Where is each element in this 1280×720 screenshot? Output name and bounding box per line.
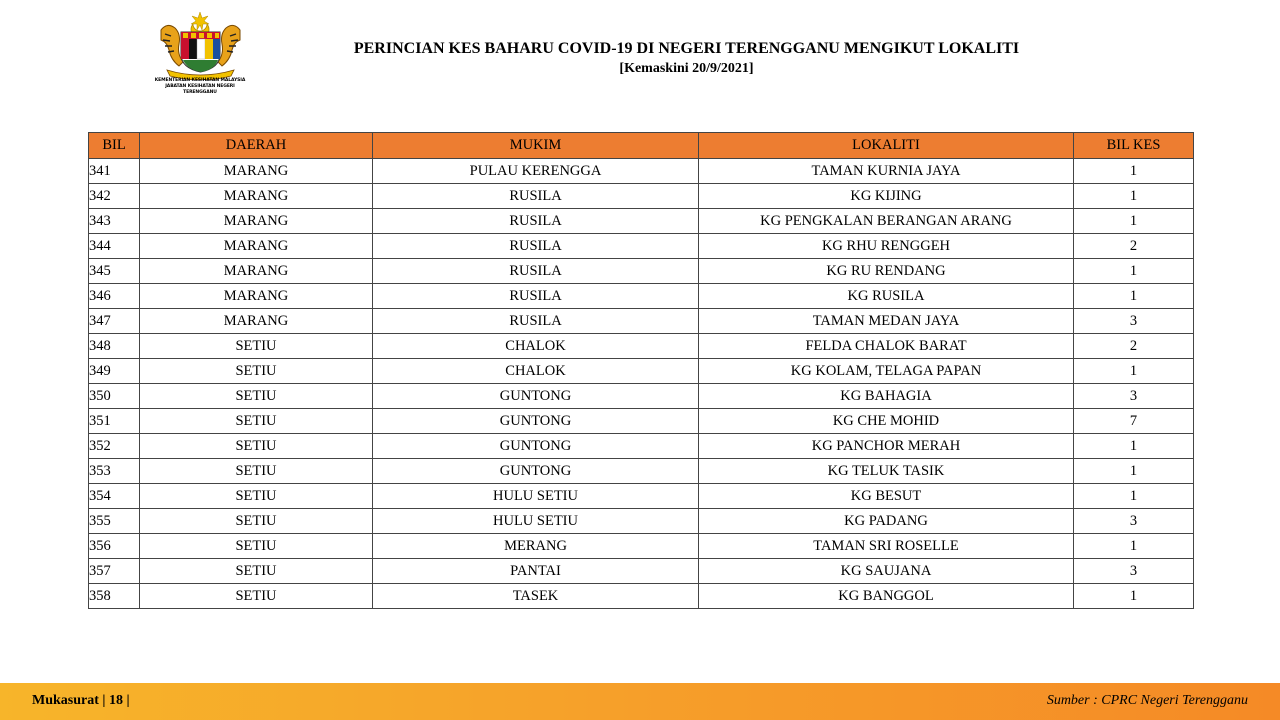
cell-bil-kes: 1: [1074, 459, 1194, 484]
logo-caption-department: JABATAN KESIHATAN NEGERI TERENGGANU: [165, 84, 235, 95]
cell-lokaliti: TAMAN SRI ROSELLE: [699, 534, 1074, 559]
cell-bil: 343: [89, 209, 140, 234]
cell-mukim: RUSILA: [373, 209, 699, 234]
footer-bar: [0, 683, 1280, 720]
cell-bil-kes: 1: [1074, 184, 1194, 209]
cell-bil-kes: 2: [1074, 334, 1194, 359]
cell-bil: 344: [89, 234, 140, 259]
cell-mukim: RUSILA: [373, 234, 699, 259]
cell-daerah: SETIU: [140, 359, 373, 384]
update-date: [Kemaskini 20/9/2021]: [619, 61, 754, 76]
column-header-lokaliti: LOKALITI: [699, 133, 1074, 159]
table-row: [89, 509, 1194, 534]
cell-lokaliti: KG PANCHOR MERAH: [699, 434, 1074, 459]
cell-mukim: CHALOK: [373, 334, 699, 359]
cell-mukim: HULU SETIU: [373, 484, 699, 509]
cell-bil: 348: [89, 334, 140, 359]
cell-lokaliti: KG RHU RENGGEH: [699, 234, 1074, 259]
cell-mukim: RUSILA: [373, 184, 699, 209]
cell-daerah: MARANG: [140, 259, 373, 284]
cell-mukim: HULU SETIU: [373, 509, 699, 534]
cases-table: [88, 132, 1194, 609]
cell-mukim: GUNTONG: [373, 459, 699, 484]
cell-bil-kes: 1: [1074, 159, 1194, 184]
table-header-row: [89, 133, 1194, 159]
cell-bil: 347: [89, 309, 140, 334]
cell-mukim: PANTAI: [373, 559, 699, 584]
cell-daerah: SETIU: [140, 459, 373, 484]
cell-daerah: MARANG: [140, 284, 373, 309]
table-row: [89, 409, 1194, 434]
cell-bil-kes: 1: [1074, 359, 1194, 384]
cell-bil: 354: [89, 484, 140, 509]
table-row: [89, 384, 1194, 409]
source-credit: Sumber : CPRC Negeri Terengganu: [1046, 693, 1248, 708]
cell-daerah: SETIU: [140, 409, 373, 434]
cell-bil: 345: [89, 259, 140, 284]
cell-mukim: TASEK: [373, 584, 699, 609]
table-row: [89, 484, 1194, 509]
cell-bil-kes: 1: [1074, 584, 1194, 609]
cell-lokaliti: TAMAN MEDAN JAYA: [699, 309, 1074, 334]
column-header-bil: BIL: [89, 133, 140, 159]
cell-bil-kes: 1: [1074, 484, 1194, 509]
cell-bil: 342: [89, 184, 140, 209]
cell-bil-kes: 2: [1074, 234, 1194, 259]
cell-bil-kes: 1: [1074, 259, 1194, 284]
cell-lokaliti: KG TELUK TASIK: [699, 459, 1074, 484]
cell-daerah: SETIU: [140, 334, 373, 359]
logo-caption: [150, 78, 250, 96]
cell-mukim: RUSILA: [373, 259, 699, 284]
cell-bil-kes: 3: [1074, 509, 1194, 534]
cell-bil-kes: 1: [1074, 209, 1194, 234]
cell-mukim: GUNTONG: [373, 384, 699, 409]
cell-lokaliti: KG BANGGOL: [699, 584, 1074, 609]
cell-daerah: MARANG: [140, 184, 373, 209]
cell-daerah: SETIU: [140, 559, 373, 584]
table-row: [89, 259, 1194, 284]
cell-daerah: SETIU: [140, 509, 373, 534]
cell-bil-kes: 3: [1074, 309, 1194, 334]
cell-bil-kes: 1: [1074, 434, 1194, 459]
cell-bil: 349: [89, 359, 140, 384]
cell-lokaliti: FELDA CHALOK BARAT: [699, 334, 1074, 359]
table-row: [89, 209, 1194, 234]
cell-bil: 356: [89, 534, 140, 559]
cell-bil: 353: [89, 459, 140, 484]
cell-mukim: CHALOK: [373, 359, 699, 384]
cell-daerah: SETIU: [140, 434, 373, 459]
cell-lokaliti: KG BAHAGIA: [699, 384, 1074, 409]
cell-bil: 341: [89, 159, 140, 184]
cell-daerah: SETIU: [140, 534, 373, 559]
cell-lokaliti: KG PENGKALAN BERANGAN ARANG: [699, 209, 1074, 234]
cell-daerah: SETIU: [140, 584, 373, 609]
table-row: [89, 559, 1194, 584]
cell-daerah: MARANG: [140, 234, 373, 259]
table-row: [89, 309, 1194, 334]
cell-lokaliti: KG SAUJANA: [699, 559, 1074, 584]
cell-bil-kes: 1: [1074, 284, 1194, 309]
table-row: [89, 434, 1194, 459]
table-row: [89, 234, 1194, 259]
cell-bil: 346: [89, 284, 140, 309]
cell-mukim: RUSILA: [373, 284, 699, 309]
table-row: [89, 284, 1194, 309]
cell-lokaliti: KG RUSILA: [699, 284, 1074, 309]
cell-bil: 358: [89, 584, 140, 609]
column-header-daerah: DAERAH: [140, 133, 373, 159]
cell-daerah: SETIU: [140, 384, 373, 409]
cell-lokaliti: KG CHE MOHID: [699, 409, 1074, 434]
cell-lokaliti: KG PADANG: [699, 509, 1074, 534]
cell-bil: 351: [89, 409, 140, 434]
cell-mukim: PULAU KERENGGA: [373, 159, 699, 184]
column-header-mukim: MUKIM: [373, 133, 699, 159]
cell-mukim: RUSILA: [373, 309, 699, 334]
logo-caption-ministry: KEMENTERIAN KESIHATAN MALAYSIA: [154, 78, 246, 83]
cell-bil: 355: [89, 509, 140, 534]
table-row: [89, 334, 1194, 359]
cell-daerah: MARANG: [140, 309, 373, 334]
cell-bil-kes: 1: [1074, 534, 1194, 559]
table-row: [89, 534, 1194, 559]
table-row: [89, 359, 1194, 384]
cell-daerah: SETIU: [140, 484, 373, 509]
cell-bil: 350: [89, 384, 140, 409]
page-number: Mukasurat | 18 |: [32, 693, 130, 708]
cell-bil-kes: 7: [1074, 409, 1194, 434]
cell-bil-kes: 3: [1074, 384, 1194, 409]
cell-bil: 352: [89, 434, 140, 459]
cell-mukim: GUNTONG: [373, 434, 699, 459]
table-row: [89, 159, 1194, 184]
column-header-bil-kes: BIL KES: [1074, 133, 1194, 159]
cell-bil-kes: 3: [1074, 559, 1194, 584]
cell-lokaliti: KG KIJING: [699, 184, 1074, 209]
cell-daerah: MARANG: [140, 159, 373, 184]
table-row: [89, 184, 1194, 209]
cell-daerah: MARANG: [140, 209, 373, 234]
cell-bil: 357: [89, 559, 140, 584]
cell-mukim: GUNTONG: [373, 409, 699, 434]
cell-lokaliti: KG KOLAM, TELAGA PAPAN: [699, 359, 1074, 384]
page-title: PERINCIAN KES BAHARU COVID-19 DI NEGERI TERENGGANU MENGIKUT LOKALITI: [353, 40, 1020, 57]
cell-mukim: MERANG: [373, 534, 699, 559]
table-row: [89, 459, 1194, 484]
cell-lokaliti: KG BESUT: [699, 484, 1074, 509]
cell-lokaliti: KG RU RENDANG: [699, 259, 1074, 284]
table-row: [89, 584, 1194, 609]
cell-lokaliti: TAMAN KURNIA JAYA: [699, 159, 1074, 184]
